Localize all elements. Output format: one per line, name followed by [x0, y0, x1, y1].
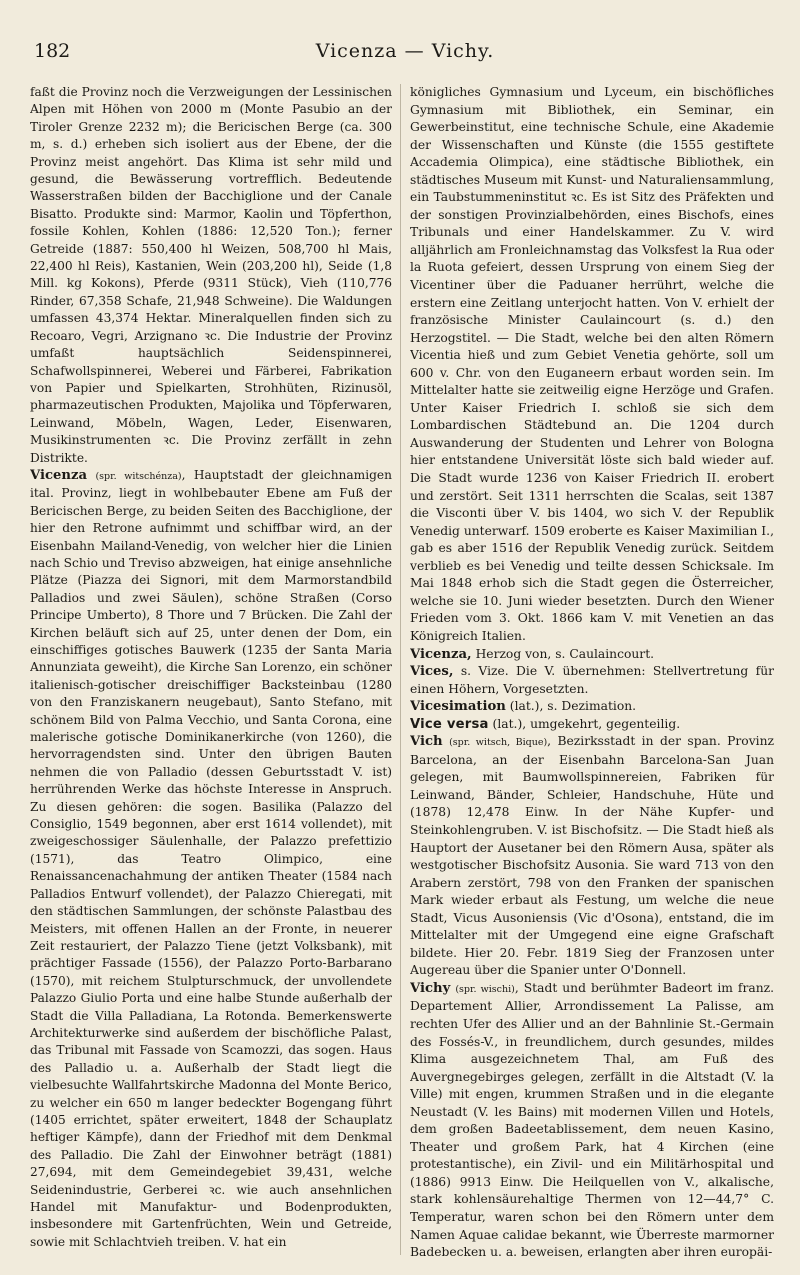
entry-text: , Bezirksstadt in der span. Provinz Barcelona, an der Eisenbahn Barcelona-San Juan gelegen, mit Baumwollspinnereien, Fabriken für Leinwand, Bänder, Schleier, Handschuhe, Hüte und (1878) 12,478 Einw. In der Nähe Kupfer- und Steinkohlengruben. V. ist Bischofsitz. — Die Stadt hieß als Hauptort der Ausetaner bei den Römern Ausa, später als westgotischer Bischofsitz Ausonia. Sie ward 713 von den Arabern zerstört, 798 von den Franken der spanischen Mark wieder erbaut als Festung, um welche die neue Stadt, Vicus Ausoniensis (Vic d'Osona), entstand, die im Mittelalter mit der Umgegend eine eigne Grafschaft bildete. Hier 20. Febr. 1819 Sieg der Franzosen unter Augereau über die Spanier unter O'Donnell. — [410, 734, 774, 978]
entry-text: (lat.), s. Dezimation. — [505, 699, 637, 714]
entry-text: , Hauptstadt der gleichnamigen ital. Provinz, liegt in wohlbebauter Ebene am Fuß der Bericischen Berge, zu beiden Seiten des Bacchiglione, der hier den Retrone aufnimmt und schiffbar wird, an der Eisenbahn Mailand-Venedig, von welcher hier die Linien nach Schio und Treviso abzweigen, hat einige ansehnliche Plätze (Piazza dei Signori, mit dem Marmorstandbild Palladios und zwei Säulen), schöne Straßen (Corso Principe Umberto), 8 Thore und 7 Brücken. Die Zahl der Kirchen beläuft sich auf 25, unter denen der Dom, ein einschiffiges gotisches Bauwerk (1235 der Santa Maria Annunziata geweiht), die Kirche San Lorenzo, ein schöner italienisch-gotischer dreischiffiger Backsteinbau (1280 von den Franziskanern neugebaut), Santo Stefano, mit schönem Bild von Palma Vecchio, und Santa Corona, eine malerische gotische Dominikanerkirche (von 1260), die hervorragendsten sind. Unter den übrigen Bauten nehmen die von Palladio (dessen Geburtsstadt V. ist) herrührenden Werke das höchste Interesse in Anspruch. Zu diesen gehören: die sogen. Basilika (Palazzo del Consiglio, 1549 begonnen, aber erst 1614 vollendet), mit zweigeschossiger Säulenhalle, der Palazzo prefettizio (1571), das Teatro Olimpico, eine Renaissancenachahmung der antiken Theater (1584 nach Palladios Entwurf vollendet), der Palazzo Chieregati, mit den städtischen Sammlungen, der schönste Palastbau des Meisters, mit offenen Hallen an der Fronte, in neuerer Zeit restauriert, der Palazzo Tiene (jetzt Volksbank), mit prächtiger Fassade (1556), der Palazzo Porto-Barbarano (1570), mit reichem Stulpturschmuck, der unvollendete Palazzo Giulio Porta und eine halbe Stunde außerhalb der Stadt die Villa Palladiana, La Rotonda. Bemerkenswerte Architekturwerke sind außerdem der bischöfliche Palast, das Tribunal mit Fassade von Scamozzi, das sogen. Haus des Palladio u. a. Außerhalb der Stadt liegt die vielbesuchte Wallfahrtskirche Madonna del Monte Berico, zu welcher ein 650 m langer bedeckter Bogengang führt (1405 errichtet, später erweitert, 1848 der Schauplatz heftiger Kämpfe), dann der Friedhof mit dem Denkmal des Palladio. Die Zahl der Einwohner beträgt (1881) 27,694, mit dem Gemeindegebiet 39,431, welche Seidenindustrie, Gerberei ꝛc. wie auch ansehnlichen Handel mit Manufaktur- und Bodenprodukten, insbesondere mit Gartenfrüchten, Wein und Getreide, sowie mit Schlachtvieh treiben. V. hat ein — [30, 467, 392, 1249]
entry-headword: Vichy — [410, 980, 451, 996]
entry-text: königliches Gymnasium und Lyceum, ein bischöfliches Gymnasium mit Bibliothek, ein Seminar, ein Gewerbeinstitut, eine technische Schule, eine Akademie der Wissenschaften und Künste (die 1555 gestiftete Accademia Olimpica), eine städtische Bibliothek, ein städtisches Museum mit Kunst- und Naturaliensammlung, ein Taubstummeninstitut ꝛc. Es ist Sitz des Präfekten und der sonstigen Provinzialbehörden, eines Bischofs, eines Tribunals und einer Handelskammer. Zu V. wird alljährlich am Fronleichnamstag das Volksfest la Rua oder la Ruota gefeiert, dessen Ursprung von einem Sieg der Vicentiner über die Paduaner herrührt, welche die erstern eine Zeitlang unterjocht hatten. Von V. erhielt der französische Minister Caulaincourt (s. d.) den Herzogstitel. — Die Stadt, welche bei den alten Römern Vicentia hieß und zum Gebiet Venetia gehörte, soll um 600 v. Chr. von den Euganeern erbaut worden sein. Im Mittelalter hatte sie zeitweilig eigne Herzöge und Grafen. Unter Kaiser Friedrich I. schloß sie sich dem Lombardischen Städtebund an. Die 1204 durch Auswanderung der Studenten und Lehrer von Bologna hier entstandene Universität löste sich bald wieder auf. Die Stadt wurde 1236 von Kaiser Friedrich II. erobert und zerstört. Seit 1311 herrschten die Scalas, seit 1387 die Visconti über V. bis 1404, wo sich V. der Republik Venedig unterwarf. 1509 eroberte es Kaiser Maximilian I., gab es aber 1516 der Republik Venedig zurück. Seitdem verblieb es bei Venedig und teilte dessen Schicksale. Im Mai 1848 erhob sich die Stadt gegen die Österreicher, welche sie 10. Juni wieder besetzten. Durch den Wiener Frieden vom 3. Okt. 1866 kam V. mit Venetien an das Königreich Italien. — [410, 85, 774, 643]
entry-continuation — [410, 84, 774, 646]
entry-vicesimation — [410, 698, 774, 716]
left-column — [30, 84, 392, 1265]
entry-text: faßt die Provinz noch die Verzweigungen der Lessinischen Alpen mit Höhen von 2000 m (Monte Pasubio an der Tiroler Grenze 2232 m); die Bericischen Berge (ca. 300 m, s. d.) erheben sich isoliert aus der Ebene, der die Provinz meist angehört. Das Klima ist sehr mild und gesund, die Bewässerung vortrefflich. Bedeutende Wasserstraßen bilden der Bacchiglione und der Canale Bisatto. Produkte sind: Marmor, Kaolin und Töpferthon, fossile Kohlen, Kohlen (1886: 12,520 Ton.); ferner Getreide (1887: 550,400 hl Weizen, 508,700 hl Mais, 22,400 hl Reis), Kastanien, Wein (203,200 hl), Seide (1,8 Mill. kg Kokons), Pferde (9311 Stück), Vieh (110,776 Rinder, 67,358 Schafe, 21,948 Schweine). Die Waldungen umfassen 43,374 Hektar. Mineralquellen finden sich zu Recoaro, Vegri, Arzignano ꝛc. Die Industrie der Provinz umfaßt hauptsächlich Seidenspinnerei, Schafwollspinnerei, Weberei und Färberei, Fabrikation von Papier und Spielkarten, Strohhüten, Rizinusöl, pharmazeutischen Produkten, Majolika und Töpferwaren, Leinwand, Möbeln, Wagen, Leder, Eisenwaren, Musikinstrumenten ꝛc. Die Provinz zerfällt in zehn Distrikte. — [30, 85, 392, 465]
page-header — [34, 40, 776, 74]
entry-vicenza-city — [30, 467, 392, 1251]
right-column — [410, 84, 774, 1265]
entry-headword: Vices, — [410, 664, 454, 680]
entry-pronunciation: (spr. witsch, Bique) — [449, 737, 548, 749]
entry-headword: Vice versa — [410, 716, 489, 732]
entry-headword: Vicenza, — [410, 646, 472, 662]
page-number: 182 — [34, 40, 71, 62]
entry-headword: Vicenza — [30, 467, 88, 483]
entry-text: Herzog von, s. Caulaincourt. — [471, 646, 655, 661]
entry-text: , Stadt und berühmter Badeort im franz. Departement Allier, Arrondissement La Palisse, am rechten Ufer des Allier und an der Bahnlinie St.-Germain des Fossés-V., in freundlichem, durch gesundes, mildes Klima ausgezeichnetem Thal, am Fuß des Auvergnegebirges gelegen, zerfällt in die Altstadt (V. la Ville) mit engen, krummen Straßen und in die elegante Neustadt (V. les Bains) mit modernen Villen und Hotels, dem großen Badeetablissement, dem neuen Kasino, Theater und großem Park, hat 4 Kirchen (eine protestantische), ein Zivil- und ein Militärhospital und (1886) 9913 Einw. Die Heilquellen von V., alkalische, stark kohlensäurehaltige Thermen von 12—44,7° C. Temperatur, waren schon bei den Römern unter dem Namen Aquae calidae bekannt, wie Überreste marmorner Badebecken u. a. beweisen, erlangten aber ihren europäi- — [410, 980, 774, 1260]
entry-headword: Vicesimation — [410, 699, 506, 715]
entry-text: (lat.), umgekehrt, gegenteilig. — [488, 716, 681, 731]
column-divider — [400, 84, 401, 1255]
entry-headword: Vich — [410, 734, 443, 750]
entry-vichy — [410, 980, 774, 1262]
entry-pronunciation: (spr. witschénza) — [95, 470, 182, 482]
entry-vice-versa — [410, 716, 774, 734]
entry-pronunciation: (spr. wischi) — [455, 983, 515, 995]
entry-vich — [410, 733, 774, 980]
entry-continuation — [30, 84, 392, 467]
running-head: Vicenza — Vichy. — [315, 40, 495, 62]
entry-vices — [410, 663, 774, 698]
entry-vicenza-duke — [410, 646, 774, 664]
entry-text: s. Vize. Die V. übernehmen: Stellvertretung für einen Höhern, Vorgesetzten. — [410, 664, 774, 696]
